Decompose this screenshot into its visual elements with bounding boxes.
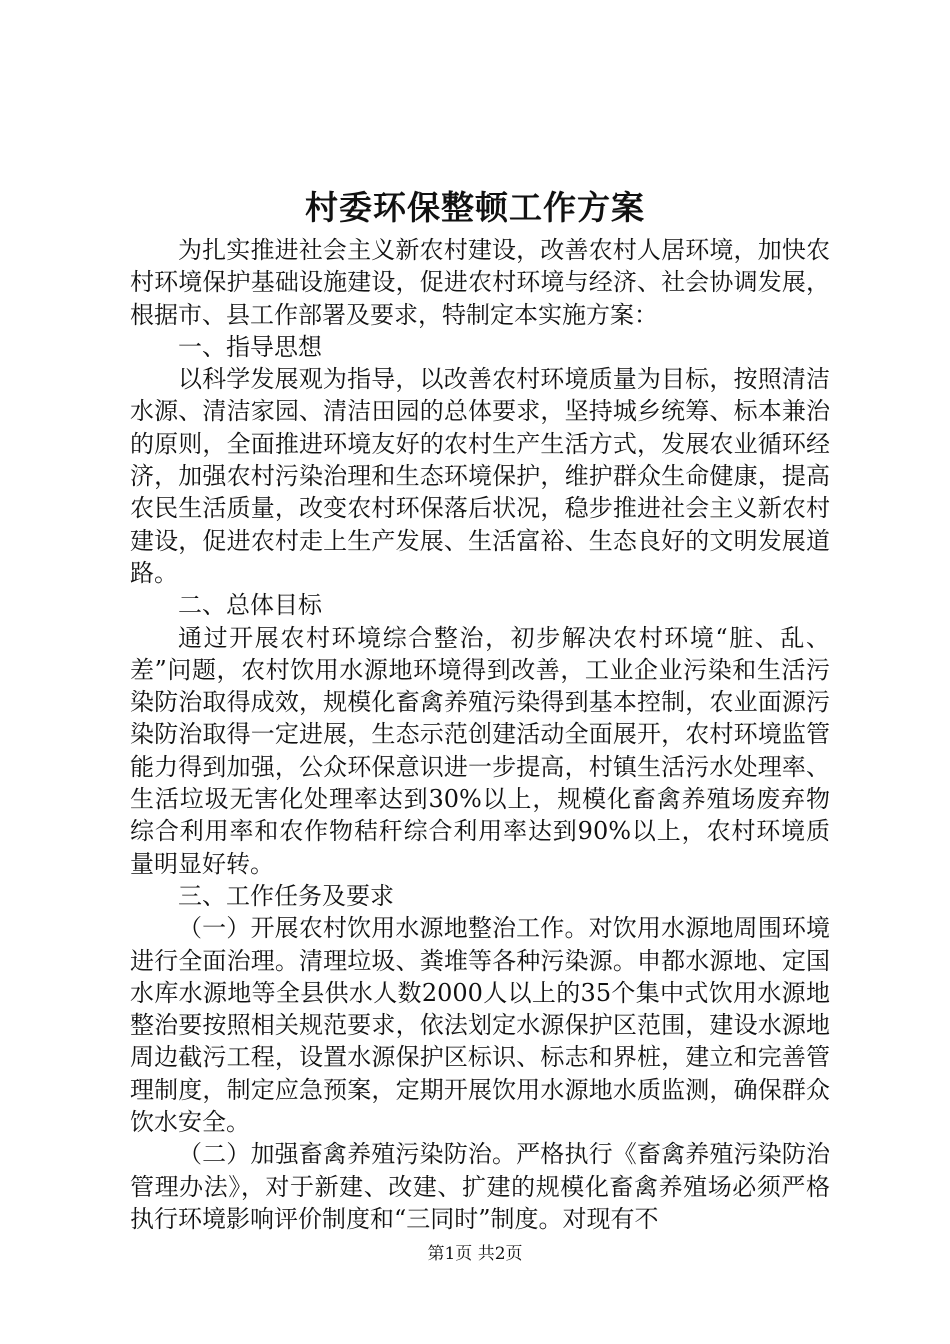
guiding-ideology-paragraph: 以科学发展观为指导，以改善农村环境质量为目标，按照清洁水源、清洁家园、清洁田园的总体要求，坚持城乡统筹、标本兼治的原则，全面推进环境友好的农村生产生活方式，发展农业循环经济，加强农村污染治理和生态环境保护，维护群众生命健康，提高农民生活质量，改变农村环保落后状况，稳步推进社会主义新农村建设，促进农村走上生产发展、生活富裕、生态良好的文明发展道路。 bbox=[130, 365, 830, 587]
overall-goals-paragraph: 通过开展农村环境综合整治，初步解决农村环境“脏、乱、差”问题，农村饮用水源地环境得到改善，工业企业污染和生活污染防治取得成效，规模化畜禽养殖污染得到基本控制，农业面源污染防治取得一定进展，生态示范创建活动全面展开，农村环境监管能力得到加强，公众环保意识进一步提高，村镇生活污水处理率、生活垃圾无害化处理率达到30%以上，规模化畜禽养殖场废弃物综合利用率和农作物秸秆综合利用率达到90%以上，农村环境质量明显好转。 bbox=[130, 623, 830, 878]
section-heading-tasks: 三、工作任务及要求 bbox=[178, 881, 394, 910]
intro-paragraph: 为扎实推进社会主义新农村建设，改善农村人居环境，加快农村环境保护基础设施建设，促进农村环境与经济、社会协调发展，根据市、县工作部署及要求，特制定本实施方案： bbox=[130, 236, 830, 329]
section-heading-overall-goals: 二、总体目标 bbox=[178, 591, 322, 620]
page-number-footer: 第1页 共2页 bbox=[427, 1244, 523, 1264]
task-1-paragraph: （一）开展农村饮用水源地整治工作。对饮用水源地周围环境进行全面治理。清理垃圾、粪堆等各种污染源。申都水源地、定国水库水源地等全县供水人数2000人以上的35个集中式饮用水源地整治要按照相关规范要求，依法划定水源保护区范围，建设水源地周边截污工程，设置水源保护区标识、标志和界桩，建立和完善管理制度，制定应急预案，定期开展饮用水源地水质监测，确保群众饮水安全。 bbox=[130, 914, 830, 1137]
document-body bbox=[130, 234, 830, 1235]
task-2-paragraph: （二）加强畜禽养殖污染防治。严格执行《畜禽养殖污染防治管理办法》，对于新建、改建、扩建的规模化畜禽养殖场必须严格执行环境影响评价制度和“三同时”制度。对现有不 bbox=[130, 1140, 830, 1233]
section-heading-guiding-ideology: 一、指导思想 bbox=[178, 332, 322, 361]
document-title: 村委环保整顿工作方案 bbox=[305, 188, 645, 227]
